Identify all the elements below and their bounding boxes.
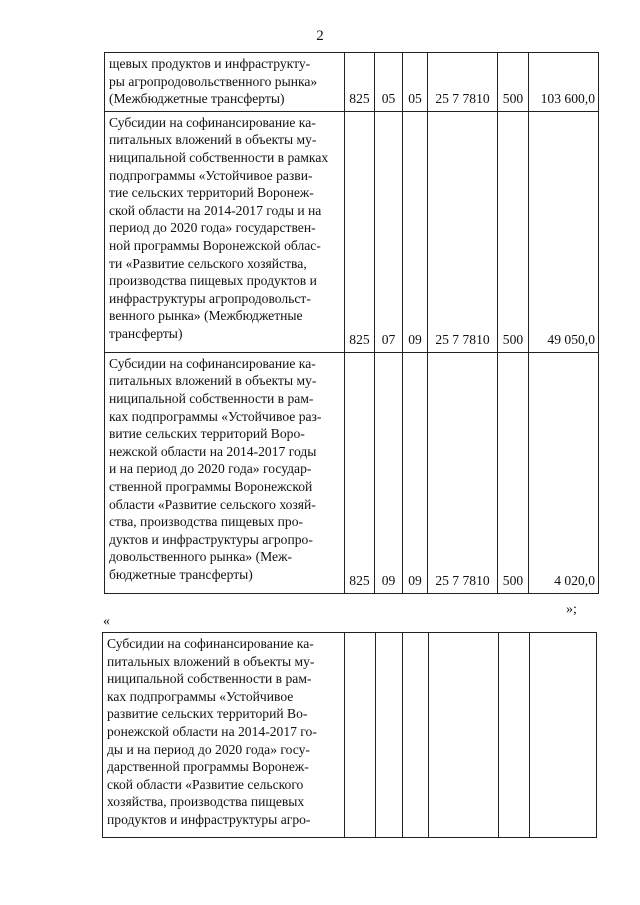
table-row [105,53,599,112]
row-description: Субсидии на софинансирование ка- питальных вложений в объекты му- ниципальной собственности в рам- ках подпрограммы «Устойчивое развитие сельских территорий Во- ронежской области на 2014-2017 го- ды и на период до 2020 года» госу- дарственной программы Воронеж- ской области «Развитие сельского хозяйства, производства пищевых продуктов и инфраструктуры агро- [103,633,345,838]
cell-csr: 25 7 7810 [428,352,498,593]
cell-pr: 09 [403,111,428,352]
cell-gr [345,633,376,838]
table-row [105,111,599,352]
cell-pr [403,633,429,838]
cell-rz: 05 [375,53,403,112]
cell-csr [429,633,499,838]
opening-quote: « [103,614,110,629]
closing-quote: »; [566,602,577,617]
row-description: щевых продуктов и инфраструкту- ры агропродовольственного рынка» (Межбюджетные трансферты) [105,53,345,112]
table-row [105,352,599,593]
budget-table-top [104,52,599,594]
cell-rz: 07 [375,111,403,352]
cell-amount: 103 600,0 [529,53,599,112]
row-description: Субсидии на софинансирование ка- питальных вложений в объекты му- ниципальной собственности в рам- ках подпрограммы «Устойчивое раз- витие сельских территорий Воро- нежской области на 2014-2017 годы и на период до 2020 года» государ- ственной программы Воронежской области «Развитие сельского хозяй- ства, производства пищевых про- дуктов и инфраструктуры агропро- довольственного рынка» (Меж- бюджетные трансферты) [105,352,345,593]
cell-amount [530,633,597,838]
cell-vr: 500 [498,53,529,112]
cell-csr: 25 7 7810 [428,111,498,352]
budget-table-bottom [102,632,597,838]
cell-pr: 05 [403,53,428,112]
cell-vr [499,633,530,838]
cell-csr: 25 7 7810 [428,53,498,112]
cell-rz: 09 [375,352,403,593]
cell-amount: 49 050,0 [529,111,599,352]
row-description: Субсидии на софинансирование ка- питальных вложений в объекты му- ниципальной собственности в рамках подпрограммы «Устойчивое разви- тие сельских территорий Воронеж- ской области на 2014-2017 годы и на период до 2020 года» государствен- ной программы Воронежской облас- ти «Развитие сельского хозяйства, производства пищевых продуктов и инфраструктуры агропродовольст- венного рынка» (Межбюджетные трансферты) [105,111,345,352]
cell-vr: 500 [498,352,529,593]
table-row [103,633,597,838]
cell-gr: 825 [345,352,375,593]
cell-gr: 825 [345,53,375,112]
cell-gr: 825 [345,111,375,352]
cell-vr: 500 [498,111,529,352]
cell-rz [376,633,403,838]
cell-amount: 4 020,0 [529,352,599,593]
page-number: 2 [316,28,324,44]
cell-pr: 09 [403,352,428,593]
